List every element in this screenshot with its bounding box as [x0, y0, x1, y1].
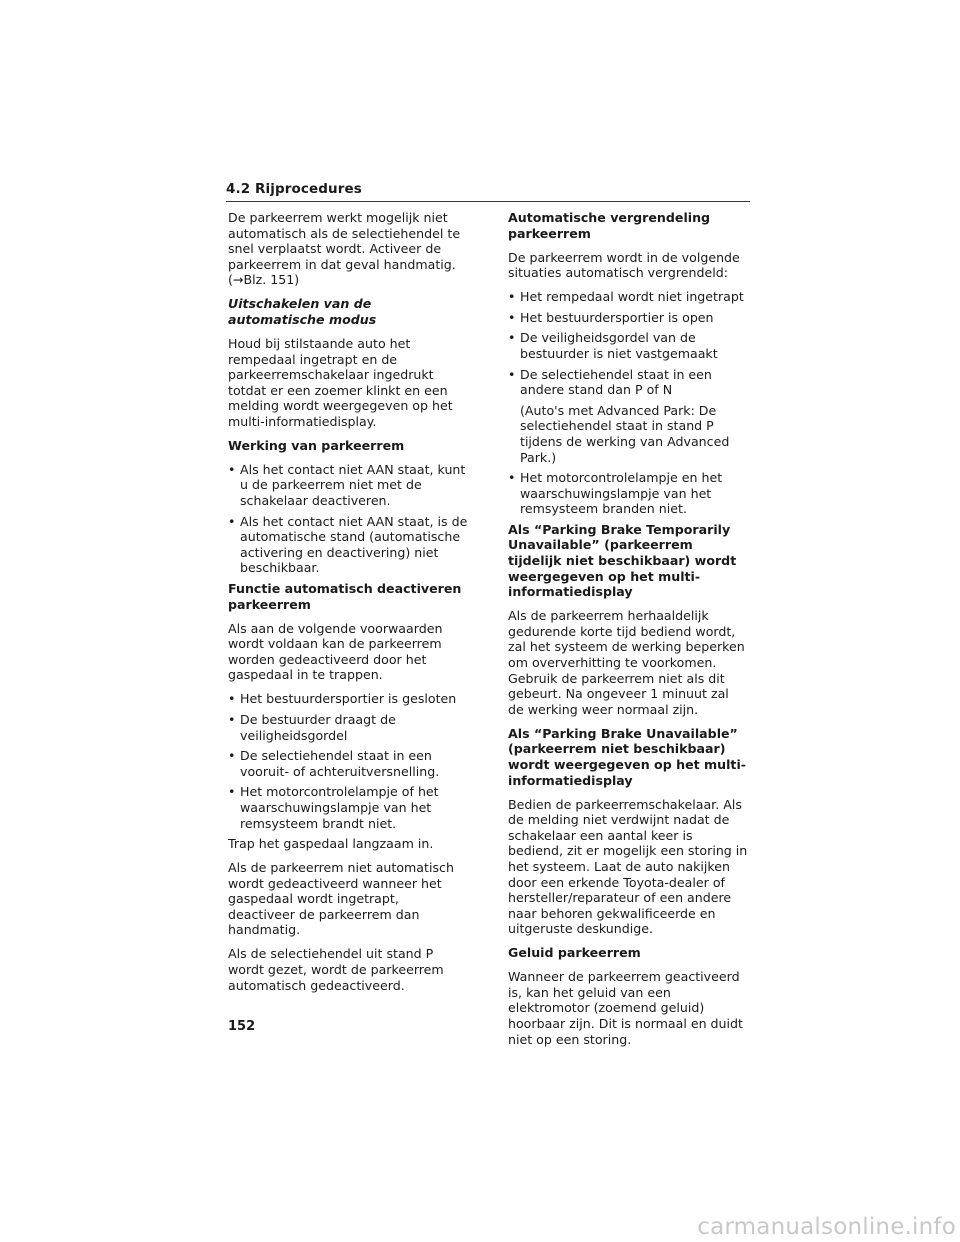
auto-release-intro: Als aan de volgende voorwaarden wordt voldaan kan de parkeerrem worden gedeactiveerd door het gaspedaal in te trappen.	[228, 620, 443, 683]
section-header	[226, 178, 750, 202]
list-item-text: Het motorcontrolelampje of het waarschuwingslampje van het remsysteem brandt niet.	[240, 784, 439, 831]
manual-release-text: Als de parkeerrem niet automatisch wordt gedeactiveerd wanneer het gaspedaal wordt ingetrapt, deactiveer de parkeerrem dan handmatig.	[228, 860, 454, 938]
list-item	[228, 514, 468, 576]
list-item	[508, 470, 748, 517]
list-item	[228, 462, 468, 509]
bullet-icon: •	[508, 470, 516, 486]
list-item	[508, 310, 748, 326]
disable-auto-heading: Uitschakelen van de automatische modus	[228, 296, 377, 327]
list-item-text: De selectiehendel staat in een vooruit- of achteruitversnelling.	[240, 748, 440, 779]
list-item	[508, 289, 748, 305]
list-item-text: Het rempedaal wordt niet ingetrapt	[520, 289, 744, 305]
out-of-p-text: Als de selectiehendel uit stand P wordt gezet, wordt de parkeerrem automatisch gedeactiveerd.	[228, 946, 444, 993]
right-column	[508, 210, 748, 1056]
bullet-icon: •	[228, 784, 236, 800]
left-column	[228, 210, 468, 1002]
auto-lock-intro: De parkeerrem wordt in de volgende situaties automatisch vergrendeld:	[508, 249, 740, 281]
temp-unavailable-text: Als de parkeerrem herhaaldelijk gedurende korte tijd bediend wordt, zal het systeem de werking beperken om oververhitting te voorkomen. Gebruik de parkeerrem niet als dit gebeurt. Na ongeveer 1 minuut zal de werking weer normaal zijn.	[508, 608, 745, 717]
list-item-text: Het bestuurdersportier is gesloten	[240, 691, 457, 707]
list-item-text: Als het contact niet AAN staat, kunt u de parkeerrem niet met de schakelaar deactiveren.	[240, 461, 466, 509]
list-item-text: De selectiehendel staat in een andere stand dan P of N	[520, 366, 712, 398]
section-title: 4.2 Rijprocedures	[226, 181, 362, 197]
bullet-icon: •	[228, 691, 236, 707]
unavailable-heading: Als “Parking Brake Unavailable” (parkeerrem niet beschikbaar) wordt weergegeven op het multi-informatiedisplay	[508, 725, 746, 788]
bullet-icon: •	[508, 289, 516, 305]
bullet-icon: •	[508, 330, 516, 346]
step-accelerator: Trap het gaspedaal langzaam in.	[228, 836, 434, 852]
intro-paragraph: De parkeerrem werkt mogelijk niet automatisch als de selectiehendel te snel verplaatst wordt. Activeer de parkeerrem in dat geval handmatig. (→Blz. 151)	[228, 210, 461, 288]
bullet-icon: •	[228, 461, 236, 477]
auto-lock-list	[508, 289, 748, 398]
list-item	[228, 691, 468, 707]
list-item-text: Het bestuurdersportier is open	[520, 309, 714, 325]
bullet-icon: •	[508, 309, 516, 325]
operation-heading: Werking van parkeerrem	[228, 437, 405, 453]
bullet-icon: •	[228, 513, 236, 529]
disable-auto-text: Houd bij stilstaande auto het rempedaal ingetrapt en de parkeerremschakelaar ingedrukt totdat er een zoemer klinkt en een melding wordt weergegeven op het multi-informatiedisplay.	[228, 335, 453, 429]
watermark: carmanualsonline.info	[697, 1214, 956, 1240]
operation-list	[228, 462, 468, 576]
auto-lock-heading: Automatische vergrendeling parkeerrem	[508, 210, 711, 241]
list-item	[508, 330, 748, 361]
list-item	[228, 712, 468, 743]
list-item	[228, 784, 468, 831]
unavailable-text: Bedien de parkeerremschakelaar. Als de melding niet verdwijnt nadat de schakelaar een aantal keer is bediend, zit er mogelijk een storing in het systeem. Laat de auto nakijken door een erkende Toyota-dealer of hersteller/reparateur of een andere naar behoren gekwalificeerde en uitgeruste deskundige.	[508, 796, 748, 937]
auto-release-heading: Functie automatisch deactiveren parkeerrem	[228, 581, 462, 612]
list-item-text: Als het contact niet AAN staat, is de automatische stand (automatische activering en deactivering) niet beschikbaar.	[240, 513, 468, 576]
list-item-text: Het motorcontrolelampje en het waarschuwingslampje van het remsysteem branden niet.	[520, 470, 723, 517]
auto-lock-list-end	[508, 470, 748, 517]
temp-unavailable-heading: Als “Parking Brake Temporarily Unavailable” (parkeerrem tijdelijk niet beschikbaar) wordt weergegeven op het multi-informatiedisplay	[508, 521, 737, 600]
bullet-icon: •	[228, 748, 236, 764]
bullet-icon: •	[508, 366, 516, 382]
page-number: 152	[228, 1019, 256, 1034]
auto-release-list	[228, 691, 468, 831]
list-item	[508, 367, 748, 398]
list-item-text: De veiligheidsgordel van de bestuurder is niet vastgemaakt	[520, 330, 718, 361]
sound-text: Wanneer de parkeerrem geactiveerd is, kan het geluid van een elektromotor (zoemend geluid) hoorbaar zijn. Dit is normaal en duidt niet op een storing.	[508, 969, 743, 1047]
list-item	[228, 748, 468, 779]
list-item-text: De bestuurder draagt de veiligheidsgordel	[240, 711, 396, 743]
advanced-park-note: (Auto's met Advanced Park: De selectiehendel staat in stand P tijdens de werking van Advanced Park.)	[520, 402, 730, 465]
bullet-icon: •	[228, 711, 236, 727]
sound-heading: Geluid parkeerrem	[508, 945, 641, 961]
